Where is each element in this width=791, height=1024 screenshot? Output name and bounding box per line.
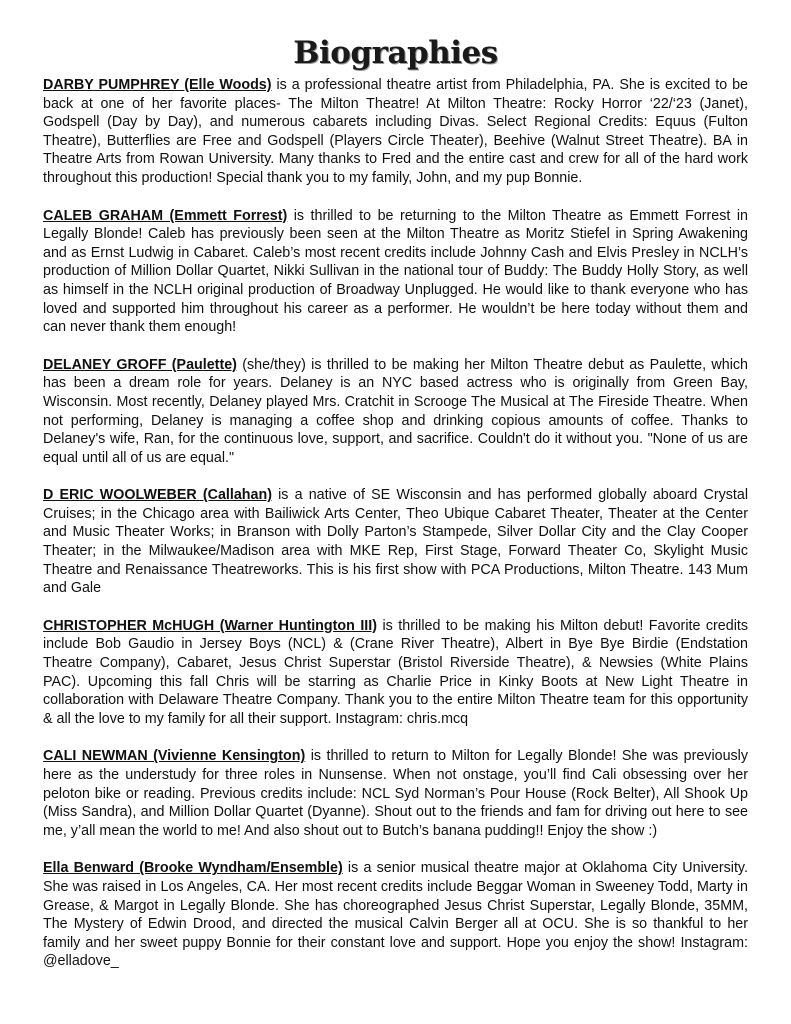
bio-caleb-graham [43, 207, 748, 337]
bio-text: is a native of SE Wisconsin and has performed globally aboard Crystal Cruises; in the Chicago area with Bailiwick Arts Center, Theo Ubique Cabaret Theater, Theater at the Center and Music Theater Works; in Branson with Dolly Parton’s Stampede, Silver Dollar City and the Clay Cooper Theater; in the Milwaukee/Madison area with MKE Rep, First Stage, Forward Theater Co, Skylight Music Theatre and Renaissance Theatreworks. This is his first show with PCA Productions, Milton Theatre. 143 Mum and Gale [43, 487, 748, 597]
bio-text: (she/they) is thrilled to be making her Milton Theatre debut as Paulette, which has been a dream role for years. Delaney is an NYC based actress who is originally from Green Bay, Wisconsin. Most recently, Delaney played Mrs. Cratchit in Scrooge The Musical at The Fireside Theatre. When not performing, Delaney is managing a coffee shop and drinking copious amounts of coffee. Thanks to Delaney's wife, Ran, for the continuous love, support, and sacrifice. Couldn't do it without you. "None of us are equal until all of us are equal." [43, 356, 748, 466]
bio-name: CALI NEWMAN (Vivienne Kensington) [43, 748, 306, 765]
bio-name: DELANEY GROFF (Paulette) [43, 356, 237, 373]
bio-ella-benward [43, 859, 748, 971]
bio-text: is thrilled to be making his Milton debut! Favorite credits include Bob Gaudio in Jersey Boys (NCL) & (Crane River Theatre), Albert in Bye Bye Birdie (Endstation Theatre Company), Cabaret, Jesus Christ Superstar (Bristol Riverside Theatre), & Newsies (White Plains PAC). Upcoming this fall Chris will be starring as Charlie Price in Kinky Boots at New Light Theatre in collaboration with Delaware Theatre Company. Thank you to the entire Milton Theatre team for this opportunity & all the love to my family for all their support. Instagram: chris.mcq [43, 617, 749, 727]
bio-christopher-mchugh [43, 617, 748, 729]
bio-name: CALEB GRAHAM (Emmett Forrest) [43, 207, 288, 224]
bio-name: CHRISTOPHER McHUGH (Warner Huntington III) [43, 617, 378, 634]
bio-text: is a professional theatre artist from Philadelphia, PA. She is excited to be back at one of her favorite places- The Milton Theatre! At Milton Theatre: Rocky Horror ‘22/‘23 (Janet), Godspell (Day by Day), and numerous cabarets including Divas. Select Regional Credits: Equus (Fulton Theatre), Butterflies are Free and Godspell (Players Circle Theater), Beehive (Walnut Street Theatre). BA in Theatre Arts from Rowan University. Many thanks to Fred and the entire cast and crew for all of the hard work throughout this production! Special thank you to my family, John, and my pup Bonnie. [43, 77, 748, 186]
bio-d-eric-woolweber [43, 486, 748, 598]
bio-delaney-groff [43, 356, 748, 468]
bio-text: is a senior musical theatre major at Oklahoma City University. She was raised in Los Angeles, CA. Her most recent credits include Beggar Woman in Sweeney Todd, Marty in Grease, & Margot in Legally Blonde. She has choreographed Jesus Christ Superstar, Legally Blonde, 35MM, The Mystery of Edwin Drood, and directed the musical Calvin Berger all at OCU. She is so thankful to her family and her sweet puppy Bonnie for their constant love and support. Hope you enjoy the show! Instagram: @elladove_ [43, 860, 748, 970]
bio-darby-pumphrey [43, 76, 748, 188]
bio-text: is thrilled to be returning to the Milton Theatre as Emmett Forrest in Legally Blonde! Caleb has previously been seen at the Milton Theatre as Moritz Stiefel in Spring Awakening and as Ernst Ludwig in Cabaret. Caleb’s most recent credits include Johnny Cash and Elvis Presley in NCLH’s production of Million Dollar Quartet, Nikki Sullivan in the national tour of Buddy: The Buddy Holly Story, as well as himself in the NCLH original production of Broadway Unplugged. He would like to thank everyone who has loved and supported him throughout his career as a performer. He wouldn’t be here today without them and can never thank them enough! [43, 207, 748, 336]
bio-name: DARBY PUMPHREY (Elle Woods) [43, 77, 272, 93]
bio-name: D ERIC WOOLWEBER (Callahan) [43, 487, 272, 504]
bio-text: is thrilled to return to Milton for Legally Blonde! She was previously here as the understudy for three roles in Nunsense. When not onstage, you’ll find Cali obsessing over her peloton bike or reading. Previous credits include: NCL Syd Norman’s Pour House (Rock Belter), All Shook Up (Miss Sandra), and Million Dollar Quartet (Dyanne). Shout out to the friends and fam for driving out here to see me, y’all mean the world to me! And also shout out to Butch’s banana pudding!! Enjoy the show :) [43, 748, 749, 839]
bio-name: Ella Benward (Brooke Wyndham/Ensemble) [43, 860, 343, 877]
bio-cali-newman [43, 747, 748, 840]
page-title: Biographies [293, 35, 498, 71]
